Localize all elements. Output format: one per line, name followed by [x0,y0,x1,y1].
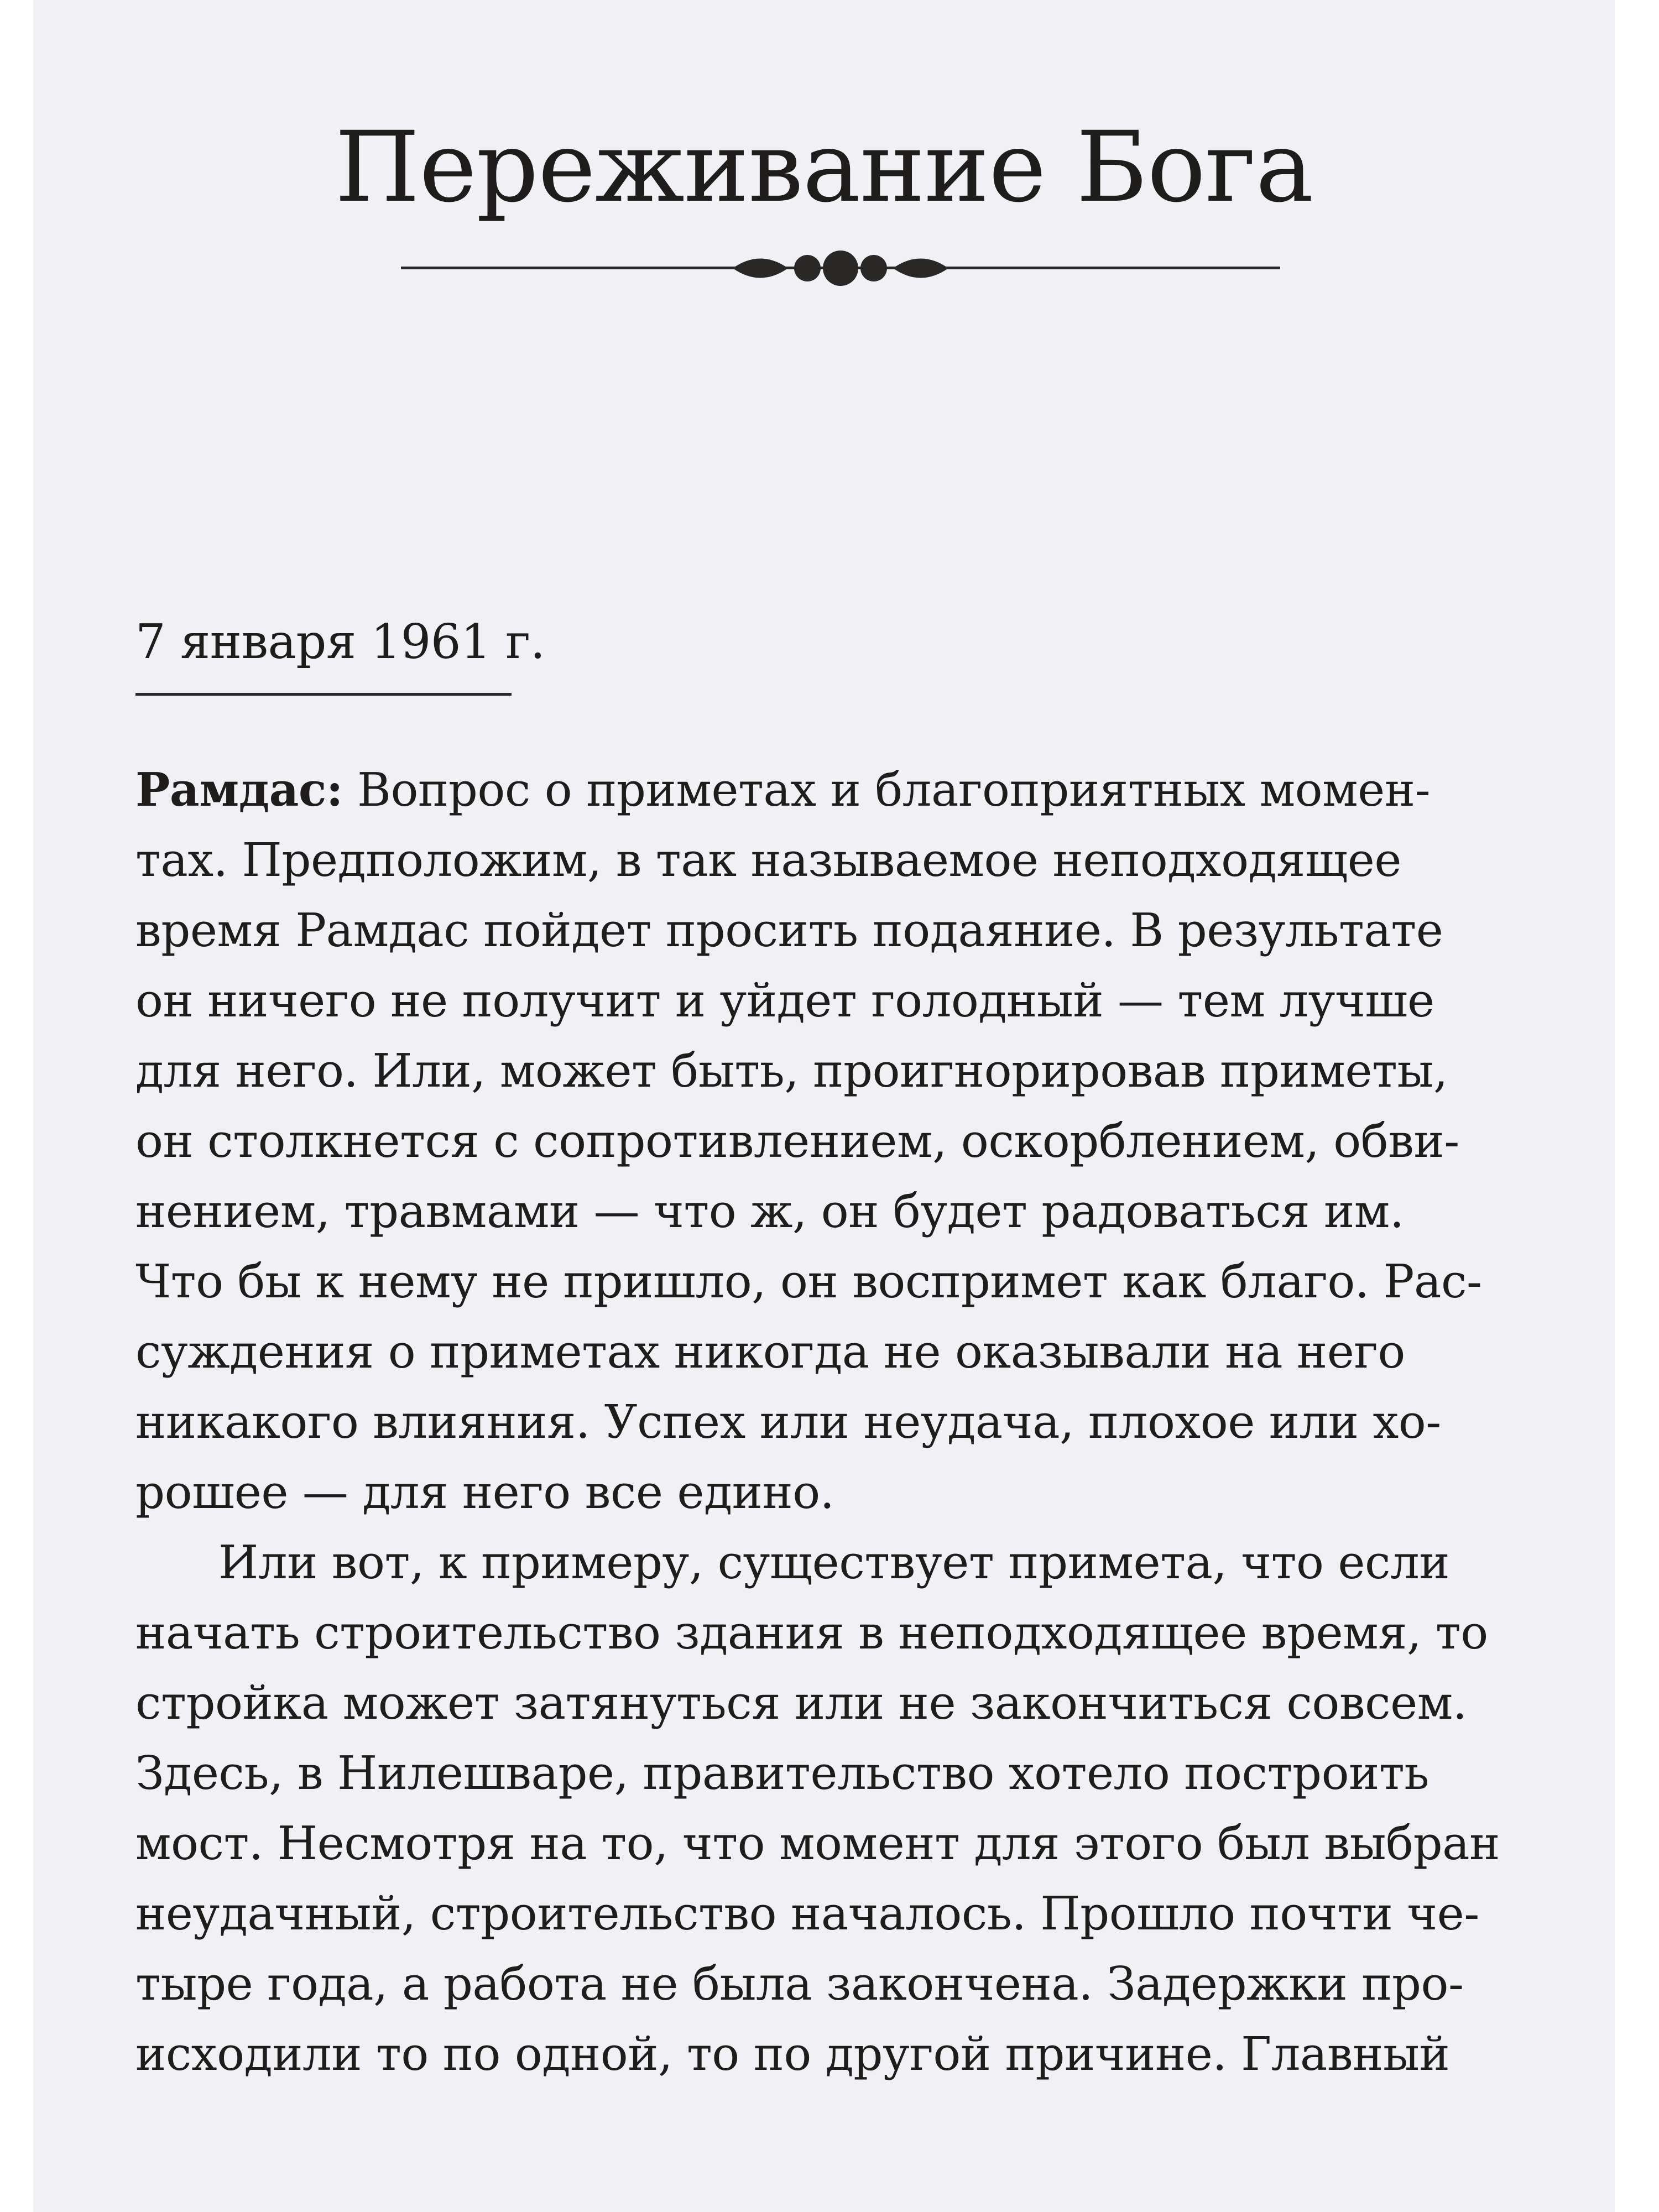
text-line: стройка может затянуться или не закончиться совсем. [135,1676,1467,1730]
text-line: исходили то по одной, то по другой причине. Главный [135,2027,1450,2081]
text-line: суждения о приметах никогда не оказывали на него [135,1325,1405,1379]
speaker-label: Рамдас: [135,763,343,817]
text-line: он ничего не получит и уйдет голодный — тем лучше [135,974,1434,1027]
text-line-content: Вопрос о приметах и благоприятных момен- [343,763,1431,817]
text-line: Здесь, в Нилешваре, правительство хотело построить [135,1746,1429,1800]
text-line: Или вот, к примеру, существует примета, что если [218,1536,1450,1589]
text-line: рошее — для него все едино. [135,1465,834,1519]
text-line: мост. Несмотря на то, что момент для этого был выбран [135,1817,1500,1870]
text-line: начать строительство здания в неподходящее время, то [135,1606,1488,1660]
book-page [33,0,1615,2212]
text-line: время Рамдас пойдет просить подаяние. В результате [135,904,1443,957]
text-line: для него. Или, может быть, проигнорировав приметы, [135,1044,1448,1098]
text-line: тыре года, а работа не была закончена. Задержки про- [135,1957,1464,2011]
ornament-divider-icon [401,238,1280,299]
text-line: никакого влияния. Успех или неудача, плохое или хо- [135,1395,1441,1449]
text-line: тах. Предположим, в так называемое неподходящее [135,833,1401,887]
text-line: Что бы к нему не пришло, он воспримет как благо. Рас- [135,1255,1482,1308]
date-underline [135,693,512,696]
text-line: он столкнется с сопротивлением, оскорблением, обви- [135,1114,1459,1168]
text-line [135,755,1557,825]
text-line: неудачный, строительство началось. Прошло почти че- [135,1887,1479,1940]
body-text [135,755,1557,2089]
chapter-title: Переживание Бога [335,111,1313,224]
entry-date: 7 января 1961 г. [135,614,545,670]
text-line: нением, травмами — что ж, он будет радоваться им. [135,1185,1404,1238]
